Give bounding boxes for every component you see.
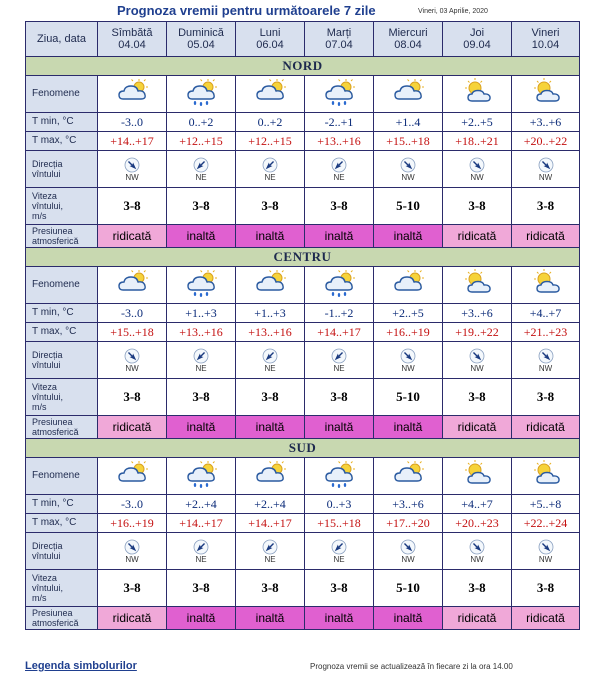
wind-direction-value: NE: [195, 172, 207, 182]
weather-cell: [443, 458, 512, 495]
wind-speed-value: 3-8: [98, 379, 167, 416]
pressure-value: ridicată: [98, 416, 167, 439]
wind-speed-value: 3-8: [305, 570, 374, 607]
wind-direction-value: NE: [195, 363, 207, 373]
partly-cloudy-icon: [115, 96, 149, 110]
region-row: [26, 248, 580, 267]
wind-speed-value: 3-8: [167, 570, 236, 607]
weather-cell: [236, 76, 305, 113]
wind-direction-value: NW: [401, 554, 415, 564]
wind-direction-cell: [167, 533, 236, 570]
tmax-value: +14..+17: [98, 132, 167, 151]
wind-speed-value: 3-8: [167, 379, 236, 416]
wind-speed-value: 3-8: [443, 188, 512, 225]
row-label-tmax: T max, °C: [26, 323, 98, 342]
tmax-value: +18..+21: [443, 132, 512, 151]
day-header: [305, 22, 374, 57]
wind-direction-value: NE: [264, 172, 276, 182]
tmin-value: +1..+3: [167, 304, 236, 323]
tmax-value: +20..+23: [443, 514, 512, 533]
tmin-value: +2..+5: [374, 304, 443, 323]
weather-cell: [236, 458, 305, 495]
day-date: 04.04: [118, 39, 146, 51]
row-label-phenomena: Fenomene: [26, 458, 98, 495]
row-label-tmax: T max, °C: [26, 514, 98, 533]
row-label-wind-speed: [26, 379, 98, 416]
wind-direction-cell: [512, 533, 580, 570]
pressure-value: ridicată: [512, 607, 580, 630]
pressure-value: inaltă: [236, 416, 305, 439]
phenomena-row: [26, 267, 580, 304]
weather-cell: [167, 76, 236, 113]
tmin-value: -3..0: [98, 304, 167, 323]
label-line: Viteza: [32, 573, 57, 583]
wind-direction-value: NE: [333, 172, 345, 182]
weather-cell: [98, 458, 167, 495]
row-label-tmin: T min, °C: [26, 304, 98, 323]
tmin-row: [26, 495, 580, 514]
day-header: [236, 22, 305, 57]
tmin-value: -1..+2: [305, 304, 374, 323]
pressure-row: [26, 416, 580, 439]
wind-speed-value: 3-8: [512, 570, 580, 607]
wind-arrow-icon: [374, 539, 442, 555]
wind-direction-cell: [512, 151, 580, 188]
weather-cell: [443, 267, 512, 304]
weather-cell: [374, 267, 443, 304]
day-header: [443, 22, 512, 57]
tmax-value: +21..+23: [512, 323, 580, 342]
row-label-pressure: [26, 225, 98, 248]
tmax-row: [26, 514, 580, 533]
label-line: Direcția: [32, 541, 63, 551]
tmin-value: +2..+5: [443, 113, 512, 132]
pressure-value: ridicată: [443, 416, 512, 439]
wind-direction-cell: [443, 342, 512, 379]
wind-direction-value: NW: [470, 172, 484, 182]
pressure-row: [26, 225, 580, 248]
wind-arrow-icon: [167, 157, 235, 173]
wind-arrow-icon: [236, 157, 304, 173]
publish-date: Vineri, 03 Aprilie, 2020: [418, 8, 488, 15]
wind-direction-cell: [443, 151, 512, 188]
wind-direction-cell: [374, 533, 443, 570]
wind-direction-cell: [236, 151, 305, 188]
label-line: m/s: [32, 593, 47, 603]
partly-cloudy-icon: [391, 478, 425, 492]
pressure-value: ridicată: [512, 225, 580, 248]
wind-direction-value: NE: [195, 554, 207, 564]
rain-cloud-sun-icon: [322, 478, 356, 492]
tmax-value: +13..+16: [305, 132, 374, 151]
tmin-value: +4..+7: [512, 304, 580, 323]
row-label-wind-speed: [26, 188, 98, 225]
wind-direction-cell: [374, 151, 443, 188]
pressure-value: inaltă: [167, 416, 236, 439]
label-line: Viteza: [32, 191, 57, 201]
rain-cloud-sun-icon: [322, 287, 356, 301]
partly-cloudy-icon: [391, 287, 425, 301]
tmax-value: +17..+20: [374, 514, 443, 533]
row-label-tmax: T max, °C: [26, 132, 98, 151]
tmin-value: -3..0: [98, 113, 167, 132]
day-name: Joi: [469, 27, 485, 39]
tmax-value: +19..+22: [443, 323, 512, 342]
tmin-value: -2..+1: [305, 113, 374, 132]
wind-speed-value: 5-10: [374, 570, 443, 607]
tmin-value: 0..+2: [167, 113, 236, 132]
row-label-pressure: [26, 607, 98, 630]
wind-direction-value: NW: [401, 363, 415, 373]
wind-speed-value: 3-8: [305, 188, 374, 225]
wind-speed-value: 5-10: [374, 379, 443, 416]
wind-direction-cell: [98, 533, 167, 570]
partly-cloudy-icon: [391, 96, 425, 110]
wind-direction-value: NW: [538, 172, 553, 182]
day-header: [512, 22, 580, 57]
tmin-value: +3..+6: [374, 495, 443, 514]
wind-direction-value: NW: [538, 554, 553, 564]
wind-speed-value: 3-8: [305, 379, 374, 416]
wind-arrow-icon: [305, 348, 373, 364]
label-line: Presiunea: [32, 608, 73, 618]
label-line: vîntului,: [32, 201, 64, 211]
tmin-value: +2..+4: [236, 495, 305, 514]
wind-direction-cell: [236, 342, 305, 379]
legend-link[interactable]: Legenda simbolurilor: [25, 660, 137, 672]
wind-direction-cell: [374, 342, 443, 379]
tmin-value: 0..+3: [305, 495, 374, 514]
wind-arrow-icon: [443, 539, 511, 555]
wind-direction-value: NW: [470, 554, 484, 564]
wind-direction-value: NW: [125, 554, 139, 564]
pressure-value: ridicată: [443, 225, 512, 248]
label-line: vîntului: [32, 169, 61, 179]
region-title: NORD: [26, 57, 580, 76]
day-date: 10.04: [531, 39, 560, 51]
day-name: Vineri: [531, 27, 560, 39]
day-name: Marți: [326, 27, 352, 39]
pressure-value: inaltă: [374, 416, 443, 439]
region-row: [26, 57, 580, 76]
weather-cell: [167, 458, 236, 495]
label-line: vîntului,: [32, 392, 64, 402]
tmin-value: +3..+6: [443, 304, 512, 323]
weather-cell: [512, 267, 580, 304]
pressure-value: inaltă: [236, 607, 305, 630]
weather-cell: [443, 76, 512, 113]
day-date: 05.04: [187, 39, 215, 51]
wind-direction-cell: [443, 533, 512, 570]
wind-direction-cell: [98, 342, 167, 379]
wind-speed-value: 5-10: [374, 188, 443, 225]
tmin-value: +1..+3: [236, 304, 305, 323]
tmax-value: +22..+24: [512, 514, 580, 533]
tmax-value: +15..+18: [305, 514, 374, 533]
day-date: 07.04: [325, 39, 353, 51]
pressure-value: inaltă: [374, 607, 443, 630]
label-line: Viteza: [32, 382, 57, 392]
tmin-value: -3..0: [98, 495, 167, 514]
wind-arrow-icon: [374, 348, 442, 364]
weather-cell: [374, 76, 443, 113]
wind-speed-row: [26, 570, 580, 607]
tmin-value: +1..4: [374, 113, 443, 132]
day-date: 06.04: [256, 39, 284, 51]
wind-arrow-icon: [443, 348, 511, 364]
pressure-value: ridicată: [443, 607, 512, 630]
day-name: Luni: [259, 27, 281, 39]
tmin-value: +4..+7: [443, 495, 512, 514]
pressure-value: inaltă: [305, 416, 374, 439]
header-label: Ziua, data: [26, 22, 98, 57]
pressure-value: inaltă: [167, 225, 236, 248]
wind-arrow-icon: [98, 539, 166, 555]
wind-direction-cell: [236, 533, 305, 570]
tmin-row: [26, 113, 580, 132]
wind-direction-row: [26, 151, 580, 188]
wind-direction-value: NW: [401, 172, 415, 182]
region-title: SUD: [26, 439, 580, 458]
pressure-value: ridicată: [98, 225, 167, 248]
sun-cloud-icon: [529, 287, 563, 301]
wind-arrow-icon: [512, 539, 579, 555]
tmax-value: +15..+18: [98, 323, 167, 342]
wind-arrow-icon: [512, 157, 579, 173]
weather-cell: [167, 267, 236, 304]
pressure-value: ridicată: [98, 607, 167, 630]
tmin-row: [26, 304, 580, 323]
row-label-wind-direction: [26, 533, 98, 570]
wind-arrow-icon: [167, 348, 235, 364]
update-note: Prognoza vremii se actualizează în fiecare zi la ora 14.00: [310, 662, 513, 671]
tmin-value: +5..+8: [512, 495, 580, 514]
label-line: vîntului: [32, 360, 61, 370]
tmax-value: +15..+18: [374, 132, 443, 151]
wind-direction-cell: [98, 151, 167, 188]
day-name: Miercuri: [388, 27, 428, 39]
wind-arrow-icon: [305, 539, 373, 555]
wind-arrow-icon: [98, 348, 166, 364]
sun-cloud-icon: [460, 287, 494, 301]
tmax-value: +12..+15: [236, 132, 305, 151]
tmin-value: +3..+6: [512, 113, 580, 132]
wind-speed-value: 3-8: [236, 188, 305, 225]
row-label-wind-direction: [26, 151, 98, 188]
wind-direction-cell: [167, 151, 236, 188]
wind-speed-value: 3-8: [98, 188, 167, 225]
label-line: vîntului: [32, 551, 61, 561]
sun-cloud-icon: [460, 96, 494, 110]
weather-cell: [98, 267, 167, 304]
wind-arrow-icon: [305, 157, 373, 173]
tmax-row: [26, 132, 580, 151]
wind-direction-value: NW: [470, 363, 484, 373]
tmax-value: +12..+15: [167, 132, 236, 151]
tmax-value: +13..+16: [167, 323, 236, 342]
row-label-wind-direction: [26, 342, 98, 379]
wind-direction-value: NE: [333, 363, 345, 373]
wind-speed-value: 3-8: [236, 570, 305, 607]
weather-cell: [98, 76, 167, 113]
pressure-value: ridicată: [512, 416, 580, 439]
weather-cell: [305, 76, 374, 113]
wind-speed-row: [26, 379, 580, 416]
wind-direction-value: NW: [125, 363, 139, 373]
row-label-pressure: [26, 416, 98, 439]
day-name: Duminică: [178, 27, 224, 39]
label-line: Direcția: [32, 159, 63, 169]
row-label-tmin: T min, °C: [26, 495, 98, 514]
wind-direction-value: NW: [538, 363, 553, 373]
partly-cloudy-icon: [253, 287, 287, 301]
weather-cell: [512, 76, 580, 113]
partly-cloudy-icon: [253, 96, 287, 110]
wind-direction-value: NE: [264, 363, 276, 373]
partly-cloudy-icon: [115, 478, 149, 492]
wind-arrow-icon: [443, 157, 511, 173]
wind-speed-value: 3-8: [443, 570, 512, 607]
tmax-value: +14..+17: [167, 514, 236, 533]
pressure-value: inaltă: [305, 607, 374, 630]
pressure-value: inaltă: [167, 607, 236, 630]
wind-arrow-icon: [512, 348, 579, 364]
pressure-value: inaltă: [236, 225, 305, 248]
wind-arrow-icon: [167, 539, 235, 555]
wind-direction-cell: [512, 342, 580, 379]
wind-arrow-icon: [374, 157, 442, 173]
day-header: [167, 22, 236, 57]
pressure-value: inaltă: [374, 225, 443, 248]
label-line: m/s: [32, 211, 47, 221]
tmax-value: +16..+19: [98, 514, 167, 533]
day-date: 08.04: [394, 39, 422, 51]
day-header: [98, 22, 167, 57]
wind-direction-cell: [305, 151, 374, 188]
tmax-value: +16..+19: [374, 323, 443, 342]
day-date: 09.04: [463, 39, 491, 51]
row-label-phenomena: Fenomene: [26, 76, 98, 113]
page-title: Prognoza vremii pentru următoarele 7 zile: [117, 3, 376, 18]
label-line: Direcția: [32, 350, 63, 360]
wind-speed-value: 3-8: [236, 379, 305, 416]
wind-direction-cell: [305, 533, 374, 570]
wind-speed-value: 3-8: [512, 379, 580, 416]
wind-speed-row: [26, 188, 580, 225]
weather-cell: [236, 267, 305, 304]
wind-direction-cell: [167, 342, 236, 379]
label-line: atmosferică: [32, 236, 79, 246]
weather-cell: [305, 267, 374, 304]
wind-direction-value: NE: [333, 554, 345, 564]
weather-cell: [305, 458, 374, 495]
partly-cloudy-icon: [253, 478, 287, 492]
region-title: CENTRU: [26, 248, 580, 267]
day-header-row: [26, 22, 580, 57]
rain-cloud-sun-icon: [184, 478, 218, 492]
label-line: vîntului,: [32, 583, 64, 593]
wind-direction-row: [26, 342, 580, 379]
wind-arrow-icon: [236, 539, 304, 555]
phenomena-row: [26, 458, 580, 495]
wind-speed-value: 3-8: [98, 570, 167, 607]
row-label-phenomena: Fenomene: [26, 267, 98, 304]
label-line: Presiunea: [32, 226, 73, 236]
weather-cell: [512, 458, 580, 495]
tmin-value: 0..+2: [236, 113, 305, 132]
rain-cloud-sun-icon: [184, 96, 218, 110]
weather-cell: [374, 458, 443, 495]
rain-cloud-sun-icon: [322, 96, 356, 110]
wind-direction-value: NE: [264, 554, 276, 564]
wind-arrow-icon: [98, 157, 166, 173]
forecast-table: [25, 21, 580, 630]
wind-arrow-icon: [236, 348, 304, 364]
row-label-tmin: T min, °C: [26, 113, 98, 132]
region-row: [26, 439, 580, 458]
sun-cloud-icon: [529, 478, 563, 492]
wind-speed-value: 3-8: [443, 379, 512, 416]
tmin-value: +2..+4: [167, 495, 236, 514]
day-name: Sîmbătă: [111, 27, 153, 39]
label-line: atmosferică: [32, 618, 79, 628]
label-line: m/s: [32, 402, 47, 412]
wind-direction-row: [26, 533, 580, 570]
label-line: atmosferică: [32, 427, 79, 437]
tmax-value: +13..+16: [236, 323, 305, 342]
row-label-wind-speed: [26, 570, 98, 607]
wind-direction-value: NW: [125, 172, 139, 182]
wind-direction-cell: [305, 342, 374, 379]
label-line: Presiunea: [32, 417, 73, 427]
sun-cloud-icon: [529, 96, 563, 110]
page-header: [0, 0, 600, 20]
tmax-value: +14..+17: [236, 514, 305, 533]
sun-cloud-icon: [460, 478, 494, 492]
tmax-value: +20..+22: [512, 132, 580, 151]
pressure-value: inaltă: [305, 225, 374, 248]
pressure-row: [26, 607, 580, 630]
wind-speed-value: 3-8: [512, 188, 580, 225]
rain-cloud-sun-icon: [184, 287, 218, 301]
day-header: [374, 22, 443, 57]
wind-speed-value: 3-8: [167, 188, 236, 225]
tmax-row: [26, 323, 580, 342]
tmax-value: +14..+17: [305, 323, 374, 342]
phenomena-row: [26, 76, 580, 113]
partly-cloudy-icon: [115, 287, 149, 301]
